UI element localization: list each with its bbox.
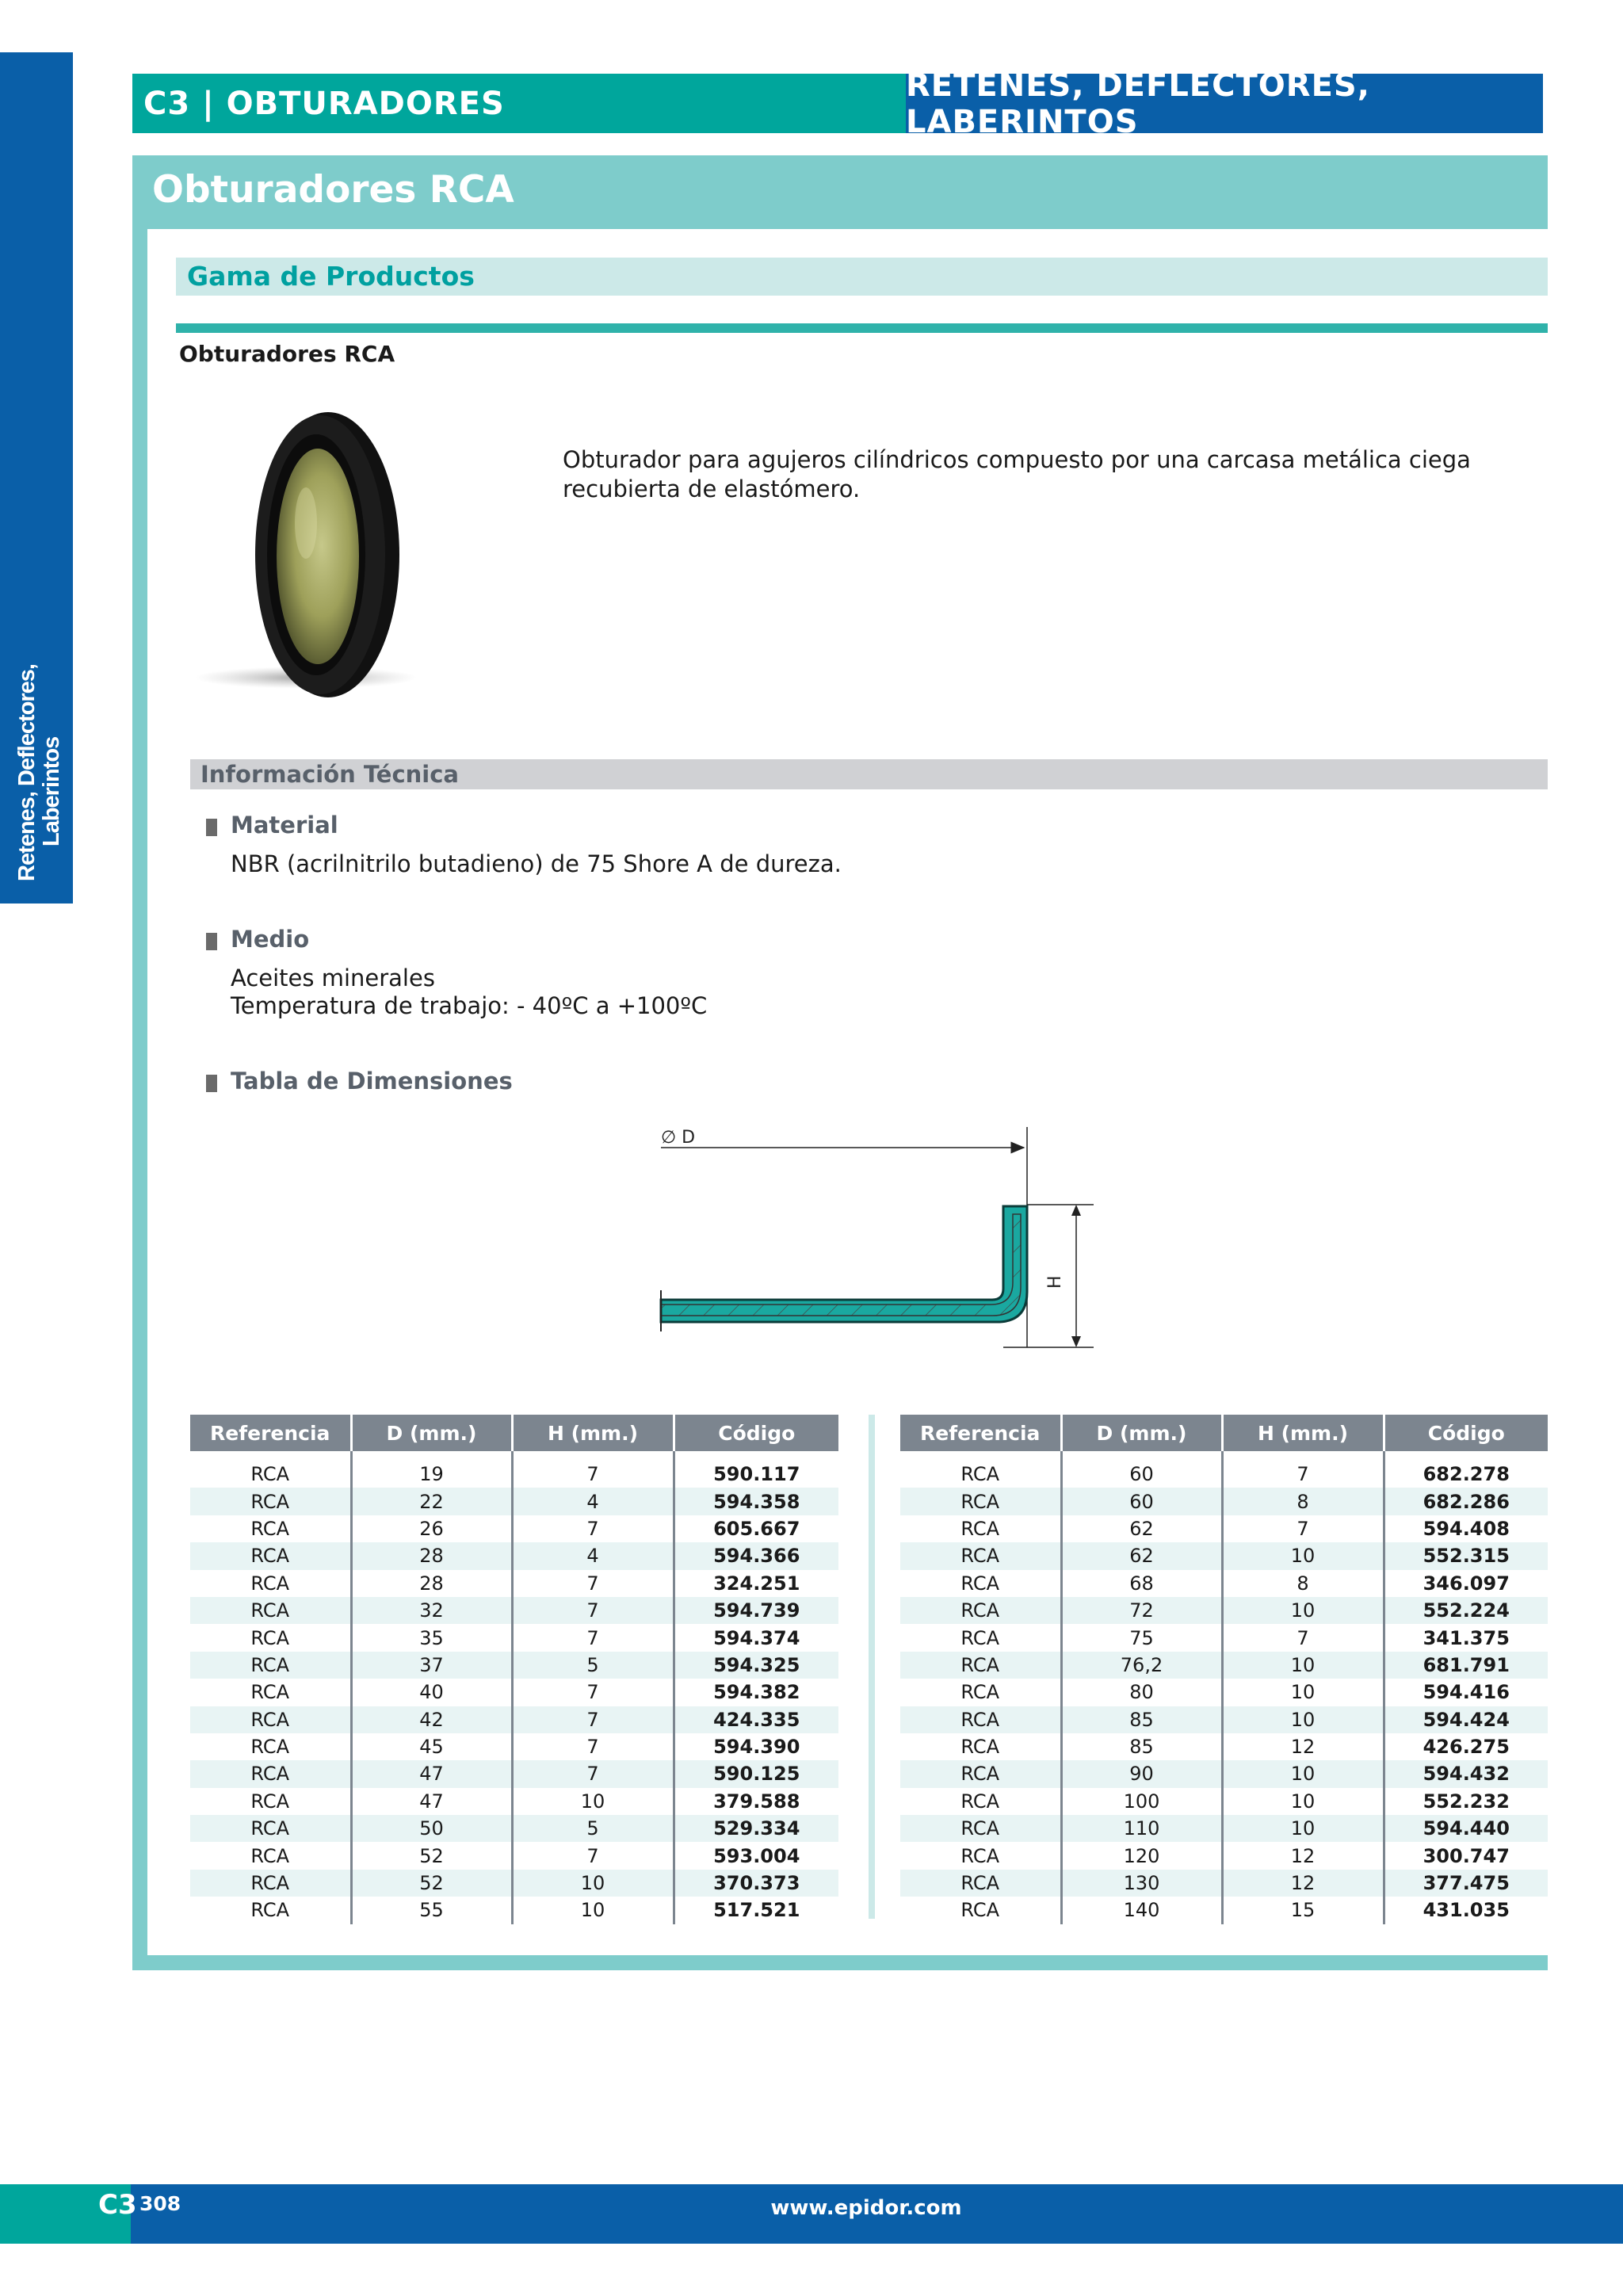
diameter-cell: 22 [351, 1488, 512, 1515]
dimensions-table-left [190, 1415, 838, 1924]
height-cell: 7 [512, 1624, 674, 1651]
medio-line2: Temperatura de trabajo: - 40ºC a +100ºC [231, 992, 708, 1019]
bullet-icon [206, 933, 217, 950]
codigo-cell: 594.325 [674, 1652, 838, 1679]
referencia-cell: RCA [190, 1652, 351, 1679]
referencia-cell: RCA [190, 1542, 351, 1569]
height-cell: 7 [512, 1706, 674, 1733]
diameter-cell: 35 [351, 1624, 512, 1651]
table-row [900, 1733, 1548, 1760]
codigo-cell: 594.374 [713, 1626, 800, 1649]
table-row [190, 1760, 838, 1787]
height-cell: 10 [1222, 1815, 1384, 1842]
table-row [190, 1488, 838, 1515]
diameter-cell: 120 [1061, 1842, 1222, 1869]
referencia-cell: RCA [900, 1624, 1061, 1651]
diameter-cell: 80 [1061, 1679, 1222, 1706]
table-spacer [190, 1451, 838, 1461]
bullet-icon [206, 1075, 217, 1092]
referencia-cell: RCA [900, 1570, 1061, 1597]
table-row [900, 1815, 1548, 1842]
side-tab-line2: Laberintos [39, 736, 64, 846]
codigo-cell: 682.278 [1423, 1463, 1510, 1486]
diameter-cell: 28 [351, 1542, 512, 1569]
header-section-label: C3 | OBTURADORES [132, 74, 906, 133]
table-row [900, 1597, 1548, 1624]
referencia-cell: RCA [900, 1815, 1061, 1842]
website-link[interactable]: www.epidor.com [770, 2196, 962, 2220]
dimensions-heading: Tabla de Dimensiones [231, 1068, 513, 1095]
table-header-row [900, 1415, 1548, 1451]
referencia-cell: RCA [190, 1897, 351, 1924]
height-cell: 8 [1222, 1488, 1384, 1515]
codigo-cell: 594.366 [674, 1542, 838, 1569]
referencia-cell: RCA [900, 1870, 1061, 1897]
codigo-cell: 552.315 [1384, 1542, 1548, 1569]
height-cell: 10 [1222, 1597, 1384, 1624]
height-cell: 7 [1222, 1624, 1384, 1651]
diameter-cell: 37 [351, 1652, 512, 1679]
height-cell: 7 [512, 1515, 674, 1542]
codigo-cell: 300.747 [1423, 1844, 1510, 1867]
table-row [190, 1897, 838, 1924]
dimensions-table-right [900, 1415, 1548, 1924]
codigo-cell: 594.432 [1384, 1760, 1548, 1787]
codigo-cell: 593.004 [713, 1844, 800, 1867]
header-category-label: RETENES, DEFLECTORES, LABERINTOS [906, 74, 1543, 133]
header-diameter: D (mm.) [1061, 1415, 1222, 1451]
diameter-cell: 130 [1061, 1870, 1222, 1897]
spacer-cell [351, 1451, 512, 1461]
diameter-cell: 52 [351, 1870, 512, 1897]
table-row [900, 1542, 1548, 1569]
referencia-cell: RCA [190, 1597, 351, 1624]
codigo-cell: 590.117 [713, 1463, 800, 1486]
table-row [900, 1788, 1548, 1815]
header-referencia: Referencia [900, 1415, 1061, 1451]
diameter-cell: 19 [351, 1461, 512, 1488]
material-heading: Material [231, 812, 338, 839]
height-cell: 4 [512, 1542, 674, 1569]
info-title: Información Técnica [200, 761, 459, 788]
table-row [190, 1624, 838, 1651]
diameter-label: ∅ D [661, 1128, 696, 1148]
diameter-cell: 60 [1061, 1488, 1222, 1515]
table-row [190, 1461, 838, 1488]
height-cell: 7 [512, 1733, 674, 1760]
product-description: Obturador para agujeros cilíndricos compuesto por una carcasa metálica ciega recubierta de elastómero. [563, 446, 1471, 502]
table-row [190, 1570, 838, 1597]
height-cell: 10 [1222, 1679, 1384, 1706]
referencia-cell: RCA [900, 1542, 1061, 1569]
diameter-cell: 75 [1061, 1624, 1222, 1651]
diameter-cell: 62 [1061, 1542, 1222, 1569]
referencia-cell: RCA [900, 1897, 1061, 1924]
referencia-cell: RCA [900, 1760, 1061, 1787]
codigo-cell: 552.232 [1423, 1790, 1510, 1813]
referencia-cell: RCA [190, 1679, 351, 1706]
height-cell: 7 [512, 1570, 674, 1597]
diameter-cell: 110 [1061, 1815, 1222, 1842]
height-cell: 10 [512, 1897, 674, 1924]
diameter-cell: 100 [1061, 1788, 1222, 1815]
table-row [900, 1461, 1548, 1488]
material-text: NBR (acrilnitrilo butadieno) de 75 Shore A de dureza. [231, 850, 842, 877]
diameter-cell: 26 [351, 1515, 512, 1542]
codigo-cell: 594.408 [1423, 1517, 1510, 1540]
referencia-cell: RCA [900, 1597, 1061, 1624]
codigo-cell: 594.390 [713, 1736, 800, 1759]
referencia-cell: RCA [900, 1679, 1061, 1706]
diameter-cell: 90 [1061, 1760, 1222, 1787]
codigo-cell: 594.440 [1384, 1815, 1548, 1842]
table-row [900, 1624, 1548, 1651]
height-cell: 10 [512, 1788, 674, 1815]
referencia-cell: RCA [190, 1570, 351, 1597]
table-header-row [190, 1415, 838, 1451]
table-row [190, 1870, 838, 1897]
medio-line1: Aceites minerales [231, 965, 435, 991]
codigo-cell: 379.588 [713, 1790, 800, 1813]
header-height: H (mm.) [1222, 1415, 1384, 1451]
referencia-cell: RCA [900, 1842, 1061, 1869]
header-codigo: Código [1384, 1415, 1548, 1451]
height-cell: 12 [1222, 1733, 1384, 1760]
table-row [190, 1706, 838, 1733]
product-image [187, 404, 472, 721]
codigo-cell: 590.125 [674, 1760, 838, 1787]
spacer-cell [1384, 1451, 1548, 1461]
referencia-cell: RCA [900, 1515, 1061, 1542]
height-cell: 7 [512, 1461, 674, 1488]
height-cell: 12 [1222, 1870, 1384, 1897]
referencia-cell: RCA [190, 1733, 351, 1760]
table-row [900, 1570, 1548, 1597]
codigo-cell: 594.416 [1423, 1681, 1510, 1704]
referencia-cell: RCA [190, 1624, 351, 1651]
spacer-cell [512, 1451, 674, 1461]
height-cell: 10 [1222, 1760, 1384, 1787]
codigo-cell: 594.739 [674, 1597, 838, 1624]
referencia-cell: RCA [190, 1760, 351, 1787]
height-cell: 7 [512, 1597, 674, 1624]
spacer-cell [1061, 1451, 1222, 1461]
table-row [190, 1815, 838, 1842]
referencia-cell: RCA [190, 1842, 351, 1869]
diameter-cell: 47 [351, 1788, 512, 1815]
diameter-cell: 32 [351, 1597, 512, 1624]
table-row [900, 1842, 1548, 1869]
spacer-cell [1222, 1451, 1384, 1461]
referencia-cell: RCA [900, 1652, 1061, 1679]
header-referencia: Referencia [190, 1415, 351, 1451]
codigo-cell: 529.334 [674, 1815, 838, 1842]
height-cell: 7 [1222, 1461, 1384, 1488]
codigo-cell: 594.382 [713, 1681, 800, 1704]
codigo-cell: 426.275 [1423, 1736, 1510, 1759]
codigo-cell: 594.424 [1384, 1706, 1548, 1733]
codigo-cell: 424.335 [674, 1706, 838, 1733]
table-row [190, 1542, 838, 1569]
diameter-cell: 140 [1061, 1897, 1222, 1924]
spacer-cell [190, 1451, 351, 1461]
table-row [900, 1679, 1548, 1706]
height-cell: 10 [1222, 1706, 1384, 1733]
bullet-icon [206, 819, 217, 836]
side-tab-line1: Retenes, Deflectores, [14, 664, 40, 881]
codigo-cell: 324.251 [713, 1572, 800, 1595]
side-tab [0, 52, 73, 904]
table-row [900, 1870, 1548, 1897]
diameter-cell: 42 [351, 1706, 512, 1733]
page-number: 308 [139, 2192, 181, 2215]
diameter-cell: 60 [1061, 1461, 1222, 1488]
referencia-cell: RCA [900, 1488, 1061, 1515]
table-row [900, 1488, 1548, 1515]
referencia-cell: RCA [900, 1788, 1061, 1815]
height-cell: 10 [1222, 1788, 1384, 1815]
height-cell: 4 [512, 1488, 674, 1515]
table-row [900, 1897, 1548, 1924]
codigo-cell: 682.286 [1384, 1488, 1548, 1515]
height-cell: 5 [512, 1652, 674, 1679]
height-cell: 7 [512, 1679, 674, 1706]
table-row [190, 1788, 838, 1815]
referencia-cell: RCA [190, 1461, 351, 1488]
codigo-cell: 681.791 [1384, 1652, 1548, 1679]
height-cell: 15 [1222, 1897, 1384, 1924]
table-row [900, 1760, 1548, 1787]
table-row [900, 1652, 1548, 1679]
diameter-cell: 55 [351, 1897, 512, 1924]
referencia-cell: RCA [190, 1788, 351, 1815]
spacer-cell [900, 1451, 1061, 1461]
header-height: H (mm.) [512, 1415, 674, 1451]
referencia-cell: RCA [900, 1733, 1061, 1760]
header-bar [132, 67, 1543, 140]
product-name: Obturadores RCA [179, 341, 395, 367]
header-diameter: D (mm.) [351, 1415, 512, 1451]
diameter-cell: 52 [351, 1842, 512, 1869]
table-row [190, 1597, 838, 1624]
footer-section-code: C3 [98, 2189, 137, 2221]
referencia-cell: RCA [900, 1461, 1061, 1488]
header-codigo: Código [674, 1415, 838, 1451]
table-row [190, 1515, 838, 1542]
table-spacer [900, 1451, 1548, 1461]
codigo-cell: 431.035 [1423, 1899, 1510, 1922]
diameter-cell: 50 [351, 1815, 512, 1842]
referencia-cell: RCA [190, 1515, 351, 1542]
codigo-cell: 346.097 [1423, 1572, 1510, 1595]
diameter-cell: 62 [1061, 1515, 1222, 1542]
height-cell: 10 [512, 1870, 674, 1897]
spacer-cell [674, 1451, 838, 1461]
referencia-cell: RCA [190, 1870, 351, 1897]
table-separator [869, 1415, 875, 1919]
diameter-cell: 28 [351, 1570, 512, 1597]
codigo-cell: 517.521 [713, 1899, 800, 1922]
diameter-cell: 85 [1061, 1733, 1222, 1760]
section-diagram [655, 1117, 1106, 1379]
diameter-cell: 40 [351, 1679, 512, 1706]
section-title: Gama de Productos [187, 261, 475, 292]
height-cell: 7 [1222, 1515, 1384, 1542]
height-cell: 10 [1222, 1542, 1384, 1569]
medio-heading: Medio [231, 926, 310, 953]
referencia-cell: RCA [190, 1815, 351, 1842]
table-row [900, 1706, 1548, 1733]
codigo-cell: 370.373 [674, 1870, 838, 1897]
table-row [190, 1842, 838, 1869]
table-row [900, 1515, 1548, 1542]
table-row [190, 1733, 838, 1760]
divider [176, 323, 1548, 333]
diameter-cell: 47 [351, 1760, 512, 1787]
referencia-cell: RCA [190, 1488, 351, 1515]
referencia-cell: RCA [900, 1706, 1061, 1733]
height-cell: 7 [512, 1842, 674, 1869]
codigo-cell: 377.475 [1384, 1870, 1548, 1897]
height-cell: 5 [512, 1815, 674, 1842]
side-tab-label [3, 52, 76, 904]
codigo-cell: 594.358 [674, 1488, 838, 1515]
diameter-cell: 85 [1061, 1706, 1222, 1733]
page-title: Obturadores RCA [152, 168, 514, 212]
table-row [190, 1652, 838, 1679]
diameter-cell: 72 [1061, 1597, 1222, 1624]
diameter-cell: 76,2 [1061, 1652, 1222, 1679]
codigo-cell: 341.375 [1423, 1626, 1510, 1649]
height-label: H [1045, 1275, 1065, 1289]
codigo-cell: 605.667 [713, 1517, 800, 1540]
diameter-cell: 68 [1061, 1570, 1222, 1597]
height-cell: 12 [1222, 1842, 1384, 1869]
height-cell: 7 [512, 1760, 674, 1787]
height-cell: 8 [1222, 1570, 1384, 1597]
diameter-cell: 45 [351, 1733, 512, 1760]
codigo-cell: 552.224 [1384, 1597, 1548, 1624]
height-cell: 10 [1222, 1652, 1384, 1679]
referencia-cell: RCA [190, 1706, 351, 1733]
table-row [190, 1679, 838, 1706]
